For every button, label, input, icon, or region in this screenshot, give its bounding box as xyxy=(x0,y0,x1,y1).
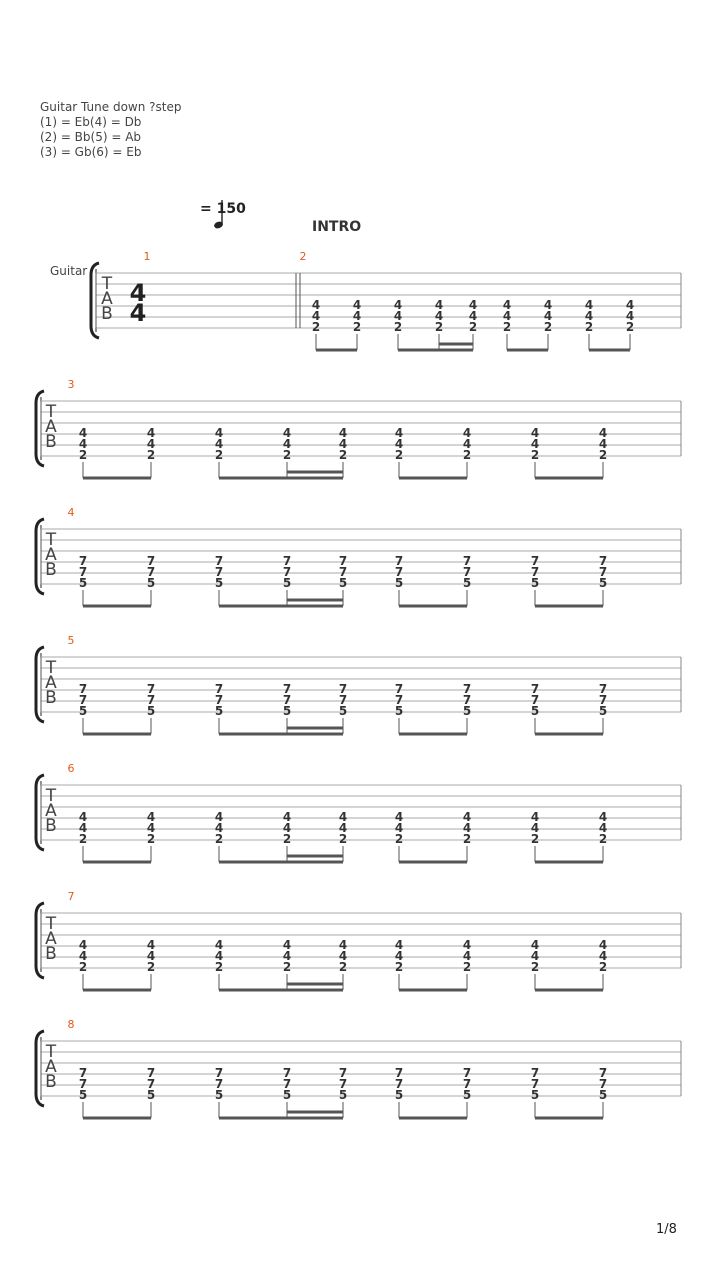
fret-number: 2 xyxy=(214,960,224,974)
fret-number: 4 xyxy=(530,810,540,824)
fret-number: 7 xyxy=(462,1077,472,1091)
tab-letter: T xyxy=(45,914,57,934)
fret-number: 4 xyxy=(462,938,472,952)
fret-number: 2 xyxy=(214,832,224,846)
fret-number: 4 xyxy=(78,938,88,952)
fret-number: 4 xyxy=(146,810,156,824)
fret-number: 5 xyxy=(78,704,88,718)
fret-number: 2 xyxy=(502,320,512,334)
system-bracket xyxy=(91,263,99,338)
fret-number: 2 xyxy=(543,320,553,334)
fret-number: 5 xyxy=(394,1088,404,1102)
fret-number: 7 xyxy=(78,554,88,568)
tab-letter: B xyxy=(45,944,57,964)
fret-number: 4 xyxy=(462,821,472,835)
fret-number: 4 xyxy=(468,298,478,312)
fret-number: 2 xyxy=(530,832,540,846)
fret-number: 2 xyxy=(78,832,88,846)
fret-number: 2 xyxy=(598,960,608,974)
tab-letter: T xyxy=(45,530,57,550)
fret-number: 7 xyxy=(530,565,540,579)
bracket-curve xyxy=(36,775,44,850)
fret-number: 4 xyxy=(584,309,594,323)
section-label: INTRO xyxy=(312,219,362,235)
fret-number: 7 xyxy=(282,1077,292,1091)
fret-number: 7 xyxy=(598,693,608,707)
fret-number: 4 xyxy=(598,426,608,440)
fret-number: 4 xyxy=(530,821,540,835)
fret-number: 7 xyxy=(78,682,88,696)
fret-number: 5 xyxy=(530,1088,540,1102)
fret-number: 2 xyxy=(394,448,404,462)
fret-number: 7 xyxy=(530,1077,540,1091)
fret-number: 4 xyxy=(282,426,292,440)
fret-number: 7 xyxy=(462,693,472,707)
fret-number: 4 xyxy=(462,810,472,824)
fret-number: 5 xyxy=(146,704,156,718)
measure-number: 3 xyxy=(67,378,75,391)
fret-number: 4 xyxy=(394,949,404,963)
fret-number: 7 xyxy=(78,1077,88,1091)
fret-number: 4 xyxy=(78,437,88,451)
system-bracket xyxy=(36,775,44,850)
fret-number: 4 xyxy=(214,821,224,835)
fret-number: 5 xyxy=(78,576,88,590)
fret-number: 4 xyxy=(282,437,292,451)
fret-number: 7 xyxy=(530,554,540,568)
fret-number: 5 xyxy=(282,576,292,590)
fret-number: 5 xyxy=(338,704,348,718)
fret-number: 2 xyxy=(146,832,156,846)
fret-number: 4 xyxy=(598,938,608,952)
fret-number: 5 xyxy=(530,576,540,590)
tab-letter: B xyxy=(45,1072,57,1092)
tab-letter: B xyxy=(45,816,57,836)
fret-number: 5 xyxy=(530,704,540,718)
measure-number: 6 xyxy=(67,762,75,775)
fret-number: 5 xyxy=(146,1088,156,1102)
tab-letter: B xyxy=(45,560,57,580)
tuning-line-3: (3) = Gb(6) = Eb xyxy=(40,145,142,159)
fret-number: 7 xyxy=(146,1066,156,1080)
tab-letter: A xyxy=(45,417,57,437)
fret-number: 4 xyxy=(393,298,403,312)
system-bracket xyxy=(36,647,44,722)
tab-letter: A xyxy=(45,545,57,565)
fret-number: 5 xyxy=(78,1088,88,1102)
tab-letter: T xyxy=(45,1042,57,1062)
fret-number: 5 xyxy=(338,576,348,590)
fret-number: 7 xyxy=(78,1066,88,1080)
measure-number: 7 xyxy=(67,890,75,903)
fret-number: 5 xyxy=(146,576,156,590)
fret-number: 5 xyxy=(598,704,608,718)
fret-number: 7 xyxy=(394,682,404,696)
fret-number: 4 xyxy=(78,810,88,824)
tuning-title: Guitar Tune down ?step xyxy=(40,100,182,114)
fret-number: 2 xyxy=(78,960,88,974)
fret-number: 4 xyxy=(311,309,321,323)
fret-number: 7 xyxy=(462,554,472,568)
fret-number: 5 xyxy=(282,1088,292,1102)
fret-number: 7 xyxy=(282,565,292,579)
fret-number: 4 xyxy=(338,437,348,451)
time-signature-bottom: 4 xyxy=(129,299,147,327)
fret-number: 4 xyxy=(468,309,478,323)
fret-number: 4 xyxy=(352,309,362,323)
fret-number: 2 xyxy=(394,960,404,974)
tab-letter: B xyxy=(45,688,57,708)
fret-number: 2 xyxy=(584,320,594,334)
fret-number: 7 xyxy=(282,554,292,568)
fret-number: 7 xyxy=(282,1066,292,1080)
system-bracket xyxy=(36,519,44,594)
fret-number: 2 xyxy=(282,832,292,846)
fret-number: 4 xyxy=(502,309,512,323)
tab-letter: B xyxy=(45,432,57,452)
fret-number: 2 xyxy=(214,448,224,462)
fret-number: 2 xyxy=(462,448,472,462)
fret-number: 4 xyxy=(502,298,512,312)
fret-number: 5 xyxy=(462,704,472,718)
tab-letter: A xyxy=(101,289,113,309)
fret-number: 4 xyxy=(530,949,540,963)
fret-number: 7 xyxy=(282,693,292,707)
fret-number: 2 xyxy=(598,448,608,462)
fret-number: 4 xyxy=(146,437,156,451)
fret-number: 2 xyxy=(338,832,348,846)
fret-number: 2 xyxy=(282,448,292,462)
fret-number: 7 xyxy=(146,682,156,696)
fret-number: 4 xyxy=(462,949,472,963)
fret-number: 7 xyxy=(78,565,88,579)
fret-number: 4 xyxy=(530,938,540,952)
fret-number: 4 xyxy=(394,938,404,952)
fret-number: 7 xyxy=(146,1077,156,1091)
fret-number: 2 xyxy=(434,320,444,334)
measure-notes xyxy=(312,298,634,350)
bracket-curve xyxy=(36,519,44,594)
fret-number: 4 xyxy=(338,949,348,963)
fret-number: 4 xyxy=(282,949,292,963)
fret-number: 4 xyxy=(584,298,594,312)
fret-number: 7 xyxy=(598,565,608,579)
fret-number: 4 xyxy=(146,426,156,440)
fret-number: 2 xyxy=(146,448,156,462)
fret-number: 4 xyxy=(282,938,292,952)
fret-number: 4 xyxy=(214,426,224,440)
fret-number: 7 xyxy=(462,565,472,579)
fret-number: 5 xyxy=(598,576,608,590)
tab-letter: T xyxy=(45,786,57,806)
fret-number: 4 xyxy=(214,437,224,451)
fret-number: 7 xyxy=(598,1077,608,1091)
fret-number: 7 xyxy=(214,565,224,579)
fret-number: 4 xyxy=(394,426,404,440)
fret-number: 4 xyxy=(78,949,88,963)
fret-number: 5 xyxy=(462,576,472,590)
fret-number: 7 xyxy=(394,1077,404,1091)
instrument-label: Guitar xyxy=(50,264,88,278)
tab-letter: T xyxy=(101,274,113,294)
fret-number: 5 xyxy=(338,1088,348,1102)
fret-number: 2 xyxy=(338,448,348,462)
fret-number: 7 xyxy=(78,693,88,707)
fret-number: 7 xyxy=(530,693,540,707)
tab-letter: T xyxy=(45,658,57,678)
fret-number: 4 xyxy=(598,810,608,824)
measure-number: 2 xyxy=(299,250,307,263)
fret-number: 4 xyxy=(543,309,553,323)
fret-number: 4 xyxy=(352,298,362,312)
fret-number: 4 xyxy=(282,821,292,835)
fret-number: 7 xyxy=(214,554,224,568)
fret-number: 7 xyxy=(338,682,348,696)
fret-number: 2 xyxy=(394,832,404,846)
fret-number: 7 xyxy=(530,1066,540,1080)
fret-number: 7 xyxy=(214,1066,224,1080)
fret-number: 2 xyxy=(338,960,348,974)
fret-number: 4 xyxy=(338,426,348,440)
fret-number: 7 xyxy=(338,693,348,707)
fret-number: 7 xyxy=(394,1066,404,1080)
fret-number: 5 xyxy=(598,1088,608,1102)
fret-number: 2 xyxy=(468,320,478,334)
fret-number: 4 xyxy=(598,437,608,451)
fret-number: 5 xyxy=(462,1088,472,1102)
fret-number: 5 xyxy=(394,704,404,718)
fret-number: 2 xyxy=(78,448,88,462)
tuning-line-2: (2) = Bb(5) = Ab xyxy=(40,130,142,144)
fret-number: 2 xyxy=(311,320,321,334)
fret-number: 4 xyxy=(338,821,348,835)
fret-number: 2 xyxy=(393,320,403,334)
tab-letter: A xyxy=(45,1057,57,1077)
bracket-curve xyxy=(36,903,44,978)
fret-number: 4 xyxy=(338,938,348,952)
fret-number: 2 xyxy=(462,832,472,846)
fret-number: 2 xyxy=(530,960,540,974)
tab-letter: A xyxy=(45,929,57,949)
fret-number: 7 xyxy=(146,554,156,568)
fret-number: 2 xyxy=(462,960,472,974)
fret-number: 4 xyxy=(78,426,88,440)
fret-number: 7 xyxy=(338,1066,348,1080)
fret-number: 4 xyxy=(543,298,553,312)
fret-number: 2 xyxy=(146,960,156,974)
fret-number: 4 xyxy=(462,437,472,451)
fret-number: 4 xyxy=(393,309,403,323)
measure-number: 1 xyxy=(143,250,151,263)
fret-number: 5 xyxy=(282,704,292,718)
fret-number: 4 xyxy=(394,821,404,835)
fret-number: 7 xyxy=(598,554,608,568)
bracket-curve xyxy=(36,1031,44,1106)
fret-number: 5 xyxy=(214,576,224,590)
bracket-curve xyxy=(91,263,99,338)
fret-number: 2 xyxy=(598,832,608,846)
fret-number: 4 xyxy=(146,949,156,963)
fret-number: 4 xyxy=(214,949,224,963)
page-number: 1/8 xyxy=(656,1222,677,1237)
fret-number: 7 xyxy=(338,565,348,579)
tab-letter: A xyxy=(45,673,57,693)
fret-number: 7 xyxy=(214,1077,224,1091)
time-signature-top: 4 xyxy=(129,279,147,307)
fret-number: 4 xyxy=(214,938,224,952)
fret-number: 7 xyxy=(338,554,348,568)
fret-number: 4 xyxy=(462,426,472,440)
fret-number: 4 xyxy=(434,298,444,312)
fret-number: 5 xyxy=(394,576,404,590)
fret-number: 4 xyxy=(146,821,156,835)
tab-letter: A xyxy=(45,801,57,821)
fret-number: 7 xyxy=(462,682,472,696)
bracket-curve xyxy=(36,647,44,722)
measure-number: 5 xyxy=(67,634,75,647)
fret-number: 4 xyxy=(625,309,635,323)
fret-number: 4 xyxy=(282,810,292,824)
fret-number: 7 xyxy=(598,682,608,696)
fret-number: 4 xyxy=(530,426,540,440)
fret-number: 7 xyxy=(146,693,156,707)
fret-number: 7 xyxy=(146,565,156,579)
system-bracket xyxy=(36,1031,44,1106)
tempo-marking: = 150 xyxy=(200,201,246,217)
tab-letter: B xyxy=(101,304,113,324)
fret-number: 2 xyxy=(530,448,540,462)
fret-number: 7 xyxy=(214,693,224,707)
fret-number: 4 xyxy=(530,437,540,451)
fret-number: 4 xyxy=(214,810,224,824)
fret-number: 7 xyxy=(394,693,404,707)
system-bracket xyxy=(36,903,44,978)
fret-number: 7 xyxy=(282,682,292,696)
fret-number: 4 xyxy=(625,298,635,312)
fret-number: 7 xyxy=(214,682,224,696)
measure-number: 4 xyxy=(67,506,75,519)
fret-number: 2 xyxy=(625,320,635,334)
fret-number: 4 xyxy=(311,298,321,312)
tab-letter: T xyxy=(45,402,57,422)
fret-number: 7 xyxy=(338,1077,348,1091)
system-bracket xyxy=(36,391,44,466)
fret-number: 7 xyxy=(394,565,404,579)
fret-number: 2 xyxy=(352,320,362,334)
fret-number: 4 xyxy=(394,810,404,824)
fret-number: 5 xyxy=(214,1088,224,1102)
fret-number: 4 xyxy=(338,810,348,824)
fret-number: 7 xyxy=(598,1066,608,1080)
fret-number: 2 xyxy=(282,960,292,974)
fret-number: 4 xyxy=(598,949,608,963)
fret-number: 7 xyxy=(530,682,540,696)
fret-number: 4 xyxy=(78,821,88,835)
fret-number: 4 xyxy=(394,437,404,451)
fret-number: 4 xyxy=(598,821,608,835)
tuning-line-1: (1) = Eb(4) = Db xyxy=(40,115,142,129)
fret-number: 7 xyxy=(462,1066,472,1080)
fret-number: 7 xyxy=(394,554,404,568)
bracket-curve xyxy=(36,391,44,466)
fret-number: 4 xyxy=(434,309,444,323)
fret-number: 5 xyxy=(214,704,224,718)
fret-number: 4 xyxy=(146,938,156,952)
measure-number: 8 xyxy=(67,1018,75,1031)
